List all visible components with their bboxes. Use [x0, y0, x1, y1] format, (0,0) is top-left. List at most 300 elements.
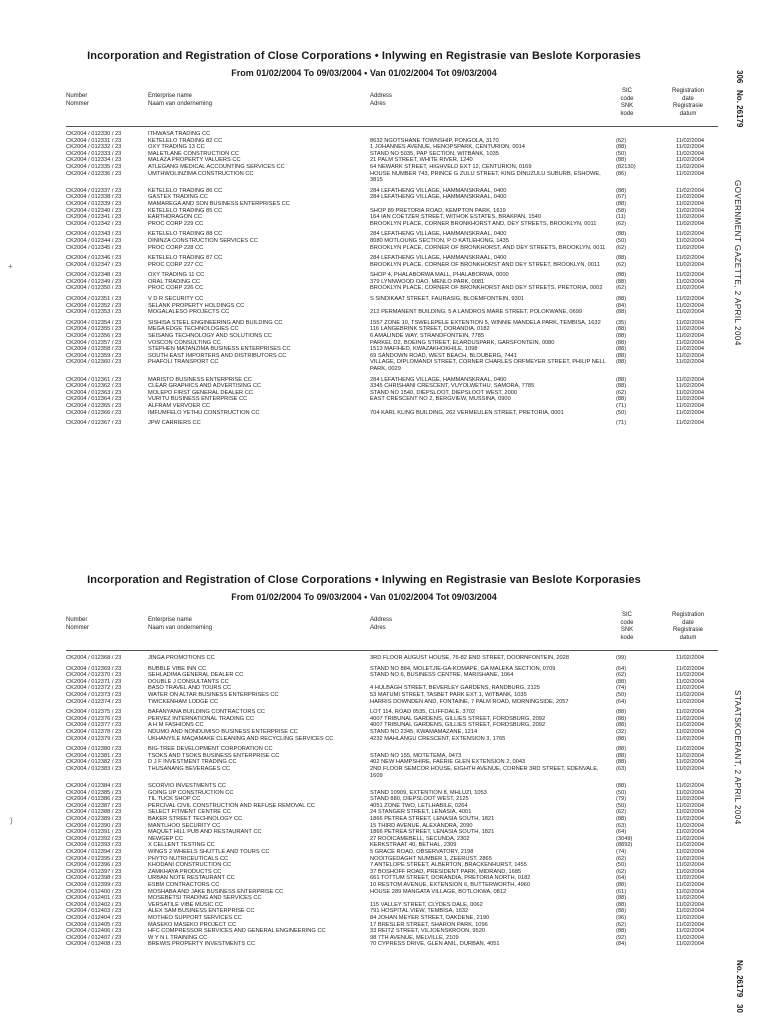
- sic-code: (50): [616, 789, 627, 796]
- table-row: [0, 296, 768, 303]
- sic-code: (88): [616, 901, 627, 908]
- address: 4051 ZONE TWO, LETLHABILE, 0264: [370, 802, 468, 809]
- enterprise-name: MAQUET HILL PUB AND RESTAURANT CC: [148, 829, 262, 836]
- registration-number: CK2004 / 012331 / 23: [66, 137, 122, 144]
- enterprise-name: JINGA PROMOTIONS CC: [148, 655, 215, 661]
- address: SHOP 89 PRETORIA ROAD, KEMPTON PARK, 1619: [370, 207, 506, 214]
- table-row: [0, 164, 768, 171]
- address: 402 NEW HAMPSHIRE, FAERIE GLEN EXTENSION 2, 0043: [370, 759, 526, 766]
- address: EAST CRESCENT NO 2, BERGVIEW, MUSSINA, 0900: [370, 396, 511, 403]
- sic-code: (88): [616, 715, 627, 722]
- sic-code: (82130): [616, 163, 636, 170]
- registration-number: CK2004 / 012349 / 23: [66, 278, 122, 285]
- enterprise-name: MOLEPO FIRST GENERAL DEALER CC: [148, 389, 253, 396]
- column-header-number: Number Nommer: [66, 617, 90, 631]
- registration-date: 11/02/2004: [676, 339, 705, 346]
- address: 284 LEFATHENG VILLAGE, HAMMANSKRAAL, 0400: [370, 255, 507, 262]
- registration-date: 11/02/2004: [676, 376, 705, 383]
- address: 661 TOTTUM STREET, DORANDIA, PRETORIA NORTH, 0182: [370, 875, 531, 882]
- address: 115 VALLEY STREET, CLYDES DALE, 0062: [370, 901, 483, 908]
- enterprise-name: MALAZA PROPERTY VALUERS CC: [148, 157, 241, 164]
- table-row: [0, 377, 768, 384]
- table-row: [0, 279, 768, 286]
- registration-number: CK2004 / 012370 / 23: [66, 672, 122, 679]
- registration-date: 11/02/2004: [676, 187, 705, 194]
- address: 7 ANTELOPE STREET, ALBERTON, BRACKENHURST, 1455: [370, 862, 527, 869]
- registration-date: 11/02/2004: [676, 746, 705, 753]
- table-row: [0, 709, 768, 716]
- enterprise-name: PROC CORP 227 CC: [148, 261, 204, 268]
- enterprise-name: BAFANYANA BUILDING CONTRACTORS CC: [148, 709, 266, 716]
- table-row: [0, 829, 768, 836]
- table-row: [0, 201, 768, 208]
- registration-date: 11/02/2004: [676, 934, 705, 941]
- registration-date: 11/02/2004: [676, 901, 705, 908]
- registration-date: 11/02/2004: [676, 722, 705, 729]
- registration-number: CK2004 / 012362 / 23: [66, 383, 122, 390]
- registration-date: 11/02/2004: [676, 765, 705, 772]
- table-row: [0, 922, 768, 929]
- registration-table: [0, 131, 768, 427]
- enterprise-name: DOUBLE J CONSULTANTS CC: [148, 678, 229, 685]
- table-row: [0, 346, 768, 353]
- enterprise-name: STEPHEN MATANZIMA BUSINESS ENTERPRISES CC: [148, 346, 291, 353]
- sic-code: (88): [616, 895, 627, 902]
- registration-number: CK2004 / 012356 / 23: [66, 333, 122, 340]
- address: HOUSE NUMBER 743, PRINCE G ZULU STREET, KING DINUZULU SUBURB, ESHOWE, 3815: [370, 170, 601, 184]
- enterprise-name: PROC CORP 226 CC: [148, 285, 204, 292]
- table-row: [0, 875, 768, 882]
- address: 70 CYPRESS DRIVE, GLEN ANIL, DURBAN, 4051: [370, 941, 500, 948]
- registration-number: CK2004 / 012365 / 23: [66, 402, 122, 409]
- sic-code: (88): [616, 359, 627, 366]
- registration-number: CK2004 / 012397 / 23: [66, 868, 122, 875]
- registration-date: 11/02/2004: [676, 170, 705, 177]
- address: S SINDIKAAT STREET, FAURASIG, BLOEMFONTEIN, 9301: [370, 296, 525, 303]
- table-row: [0, 359, 768, 372]
- table-row: [0, 849, 768, 856]
- table-row: [0, 796, 768, 803]
- enterprise-name: MANTLHOO SECURITY CC: [148, 822, 221, 829]
- enterprise-name: CLEAR GRAPHICS AND ADVERTISING CC: [148, 383, 262, 390]
- sic-code: (62): [616, 809, 627, 816]
- table-row: [0, 151, 768, 158]
- address: 791 HOSPITAL VIEW, TEMBISA, 1632: [370, 908, 469, 915]
- table-row: [0, 941, 768, 948]
- sic-code: (64): [616, 875, 627, 882]
- sic-code: (50): [616, 150, 627, 157]
- registration-date: 11/02/2004: [676, 220, 705, 227]
- sic-code: (88): [616, 722, 627, 729]
- registration-date: 11/02/2004: [676, 261, 705, 268]
- table-row: [0, 285, 768, 292]
- address: 21 PALM STREET, WHITE RIVER, 1240: [370, 157, 473, 164]
- sic-code: (50): [616, 237, 627, 244]
- registration-number: CK2004 / 012400 / 23: [66, 888, 122, 895]
- table-row: [0, 157, 768, 164]
- enterprise-name: ATLEGANG MEDICAL ACCOUNTING SERVICES CC: [148, 163, 285, 170]
- enterprise-name: DININZA CONSTRUCTION SERVICES CC: [148, 237, 258, 244]
- registration-date: 11/02/2004: [676, 678, 705, 685]
- sic-code: (88): [616, 144, 627, 151]
- enterprise-name: SOUTH EAST IMPORTERS AND DISTRIBUTORS CC: [148, 352, 287, 359]
- registration-date: 11/02/2004: [676, 396, 705, 403]
- enterprise-name: MEGA EDGE TECHNOLOGIES CC: [148, 326, 239, 333]
- registration-number: CK2004 / 012379 / 23: [66, 735, 122, 742]
- registration-number: CK2004 / 012382 / 23: [66, 759, 122, 766]
- registration-date: 11/02/2004: [676, 285, 705, 292]
- address: 1866 PETREA STREET, LENASIA SOUTH, 1821: [370, 829, 495, 836]
- table-row: [0, 383, 768, 390]
- address: 24 STANGER STREET, LENASIA, 4001: [370, 809, 472, 816]
- registration-date: 11/02/2004: [676, 207, 705, 214]
- table-row: [0, 214, 768, 221]
- table-row: [0, 410, 768, 417]
- registration-date: 11/02/2004: [676, 829, 705, 836]
- column-header-registration-date: Registration date Registrasie datum: [671, 88, 704, 117]
- table-row: [0, 842, 768, 849]
- enterprise-name: D J F INVESTMENT TRADING CC: [148, 759, 237, 766]
- sic-code: (99): [616, 655, 627, 661]
- table-row: [0, 194, 768, 201]
- table-row: [0, 816, 768, 823]
- address: SHOP 4, PHALABORWA MALL, PHALABORWA, 0000: [370, 272, 509, 279]
- enterprise-name: UKHANYILE MAQAMAKE CLEANING AND RECYCLING SERVICES CC: [148, 735, 334, 742]
- address: [370, 783, 612, 790]
- enterprise-name: ZAMKHAYA PRODUCTS CC: [148, 868, 222, 875]
- registration-date: 11/02/2004: [676, 402, 705, 409]
- sic-code: (88): [616, 746, 627, 753]
- enterprise-name: PERCIVAL CIVIL CONSTRUCTION AND REFUSE REMOVAL CC: [148, 802, 315, 809]
- side-page-number-top: 306 No. 26179: [735, 70, 744, 128]
- registration-number: CK2004 / 012372 / 23: [66, 685, 122, 692]
- sic-code: (11): [616, 214, 626, 221]
- sic-code: (50): [616, 409, 627, 416]
- sic-code: (88): [616, 187, 627, 194]
- enterprise-name: SISHISA STEEL ENGINEERING AND BUILDING CC: [148, 319, 283, 326]
- table-row: [0, 221, 768, 228]
- address: KERKSTRAAT 40, BETHAL, 2309: [370, 842, 457, 849]
- address: BROOKLYN PLACE, CORNER OF BRONKHORST AND DEY STREET, BROOKLYN, 0011: [370, 261, 600, 268]
- registration-number: CK2004 / 012341 / 23: [66, 214, 122, 221]
- enterprise-name: URBAN NOTE RESTAURANT CC: [148, 875, 235, 882]
- address: 5 GRACE ROAD, OBSERVATORY, 2198: [370, 849, 474, 856]
- sic-code: (96): [616, 914, 627, 921]
- registration-date: 11/02/2004: [676, 296, 705, 303]
- sic-code: (63): [616, 765, 627, 772]
- sic-code: (88): [616, 882, 627, 888]
- sic-code: (88): [616, 816, 627, 823]
- registration-number: CK2004 / 012390 / 23: [66, 822, 122, 829]
- sic-code: (88): [616, 928, 627, 935]
- table-row: [0, 309, 768, 316]
- sic-code: (88): [616, 346, 627, 353]
- enterprise-name: MOSHABA AND JAKE BUSINESS ENTERPRISE CC: [148, 888, 284, 895]
- table-row: [0, 255, 768, 262]
- side-gazette-label-bottom: STAATSKOERANT, 2 APRIL 2004: [733, 690, 742, 825]
- table-row: [0, 679, 768, 686]
- registration-number: CK2004 / 012350 / 23: [66, 285, 122, 292]
- table-row: [0, 231, 768, 238]
- sic-code: (88): [616, 296, 627, 303]
- table-row: [0, 138, 768, 145]
- sic-code: (62): [616, 921, 627, 928]
- enterprise-name: BUBBLE VIBE INN CC: [148, 665, 207, 672]
- sic-code: (84): [616, 941, 627, 948]
- table-row: [0, 303, 768, 310]
- sic-code: (58): [616, 207, 627, 214]
- registration-date: 11/02/2004: [676, 928, 705, 935]
- address: STAND NO 6, BUSINESS CENTRE, MARISHANE, 1064: [370, 672, 514, 679]
- registration-number: CK2004 / 012377 / 23: [66, 722, 122, 729]
- registration-number: CK2004 / 012378 / 23: [66, 728, 122, 735]
- sic-code: (67): [616, 194, 627, 201]
- enterprise-name: VURITU BUSINESS ENTERPRISE CC: [148, 396, 248, 403]
- table-row: [0, 803, 768, 810]
- enterprise-name: PERVEZ INTERNATIONAL TRADING CC: [148, 715, 254, 722]
- table-row: [0, 915, 768, 922]
- address: STAND NO 2345, KWAMAMAZANE, 1214: [370, 728, 478, 735]
- registration-date: 11/02/2004: [676, 895, 705, 902]
- section-title: Incorporation and Registration of Close Corporations • Inlywing en Registrasie van Beslote Korporasies: [87, 574, 641, 586]
- sic-code: (88): [616, 157, 627, 164]
- address: [370, 679, 612, 686]
- registration-number: CK2004 / 012337 / 23: [66, 187, 122, 194]
- registration-date: 11/02/2004: [676, 789, 705, 796]
- enterprise-name: TWICKENHAM LODGE CC: [148, 698, 219, 705]
- enterprise-name: X CELLENT TESTING CC: [148, 842, 215, 849]
- sic-code: (88): [616, 678, 627, 685]
- table-row: [0, 889, 768, 896]
- registration-date: 11/02/2004: [676, 914, 705, 921]
- column-header-registration-date: Registration date Registrasie datum: [671, 612, 704, 641]
- sic-code: (74): [616, 685, 627, 692]
- sic-code: (32): [616, 728, 627, 735]
- enterprise-name: NDUMO AND NONDUMISO BUSINESS ENTERPRISE CC: [148, 728, 298, 735]
- address: 8632 NGOTSHANE TOWNSHIP, PONGOLA, 3170: [370, 137, 499, 144]
- sic-code: (88): [616, 396, 627, 403]
- address: 8080 MOTLOUNG SECTION, P O KATLEHONG, 1435: [370, 237, 509, 244]
- registration-number: CK2004 / 012348 / 23: [66, 272, 122, 279]
- registration-date: 11/02/2004: [676, 383, 705, 390]
- registration-date: 11/02/2004: [676, 816, 705, 823]
- address: 4007 TRIBUNAL GARDENS, GILLIES STREET, FORDSBURG, 2092: [370, 715, 546, 722]
- registration-date: 11/02/2004: [676, 715, 705, 722]
- registration-number: CK2004 / 012373 / 23: [66, 691, 122, 698]
- address: 379 LYNNWOOD OAO, MENLO PARK, 0081: [370, 278, 485, 285]
- table-row: [0, 340, 768, 347]
- registration-number: CK2004 / 012355 / 23: [66, 326, 122, 333]
- address: 1866 PETREA STREET, LENASIA SOUTH, 1821: [370, 816, 495, 823]
- address: NOOITGEDAGHT NUMBER 1, ZEERUST, 2865: [370, 855, 492, 862]
- column-header-address: Address Adres: [370, 617, 393, 631]
- header-divider: [66, 126, 718, 127]
- enterprise-name: WINGS 2 WHEELS SHUTTLE AND TOURS CC: [148, 849, 270, 856]
- enterprise-name: KETELELO TRADING 82 CC: [148, 137, 223, 144]
- enterprise-name: GASTEX TRADING CC: [148, 194, 208, 201]
- enterprise-name: BIG-TREE DEVELOPMENT CORPORATION CC: [148, 746, 273, 753]
- address: PARKEL D2, BOEING STREET, ELARDUSPARK, GARSFONTEIN, 0080: [370, 339, 555, 346]
- registration-number: CK2004 / 012359 / 23: [66, 352, 122, 359]
- sic-code: (62): [616, 244, 627, 251]
- registration-date: 11/02/2004: [676, 941, 705, 948]
- sic-code: (63): [616, 822, 627, 829]
- table-row: [0, 759, 768, 766]
- enterprise-name: BASO TRAVEL AND TOURS CC: [148, 685, 232, 692]
- registration-number: CK2004 / 012367 / 23: [66, 420, 122, 427]
- address: 6 AMALINDE WAY, STRANDFONTEIN, 7785: [370, 333, 484, 340]
- registration-number: CK2004 / 012388 / 23: [66, 809, 122, 816]
- sic-code: (88): [616, 255, 627, 262]
- registration-number: CK2004 / 012353 / 23: [66, 309, 122, 316]
- registration-number: CK2004 / 012345 / 23: [66, 244, 122, 251]
- registration-date: 11/02/2004: [676, 759, 705, 766]
- enterprise-name: MALETLANE CONSTRUCTION CC: [148, 150, 240, 157]
- registration-date: 11/02/2004: [676, 420, 705, 427]
- enterprise-name: PROC CORP 229 CC: [148, 220, 204, 227]
- table-row: [0, 420, 768, 427]
- sic-code: (88): [616, 200, 627, 207]
- enterprise-name: V D R SECURITY CC: [148, 296, 204, 303]
- registration-number: CK2004 / 012334 / 23: [66, 157, 122, 164]
- address: 212 PERMANENT BUILDING, 5 A LANDROS MARE STREET, POLOKWANE, 0699: [370, 309, 583, 316]
- enterprise-name: SELECT FITMENT CENTRE CC: [148, 809, 231, 816]
- sic-code: (88): [616, 908, 627, 915]
- registration-number: CK2004 / 012363 / 23: [66, 389, 122, 396]
- registration-number: CK2004 / 012394 / 23: [66, 849, 122, 856]
- enterprise-name: MAMAREGA AND SON BUSINESS ENTERPRISES CC: [148, 200, 290, 207]
- registration-number: CK2004 / 012399 / 23: [66, 882, 122, 888]
- column-header-sic: SIC code SNK kode: [620, 612, 634, 641]
- table-row: [0, 882, 768, 889]
- registration-number: CK2004 / 012371 / 23: [66, 678, 122, 685]
- table-row: [0, 131, 768, 138]
- sic-code: (88): [616, 272, 627, 279]
- sic-code: (62): [616, 868, 627, 875]
- registration-number: CK2004 / 012338 / 23: [66, 194, 122, 201]
- table-row: [0, 333, 768, 340]
- registration-number: CK2004 / 012368 / 23: [66, 655, 122, 661]
- address: 1 JOHANNES AVENUE, HENOPSPARK, CENTURION, 0014: [370, 144, 525, 151]
- enterprise-name: BAKER STREET TECHNOLOGY CC: [148, 816, 243, 823]
- registration-date: 11/02/2004: [676, 389, 705, 396]
- enterprise-name: MASEKO MASEKO PROJECT CC: [148, 921, 237, 928]
- sic-code: (88): [616, 759, 627, 766]
- enterprise-name: MOTHEO SUPPORT SERVICES CC: [148, 914, 242, 921]
- registration-date: 11/02/2004: [676, 278, 705, 285]
- enterprise-name: ALEX SAM BUSINESS ENTERPRISE CC: [148, 908, 255, 915]
- sic-code: (88): [616, 333, 627, 340]
- table-row: [0, 666, 768, 673]
- registration-number: CK2004 / 012369 / 23: [66, 665, 122, 672]
- column-header-address: Address Adres: [370, 93, 393, 107]
- registration-number: CK2004 / 012357 / 23: [66, 339, 122, 346]
- address: BROOKLYN PLACE, CORNER BRONKHORST AND, DEY STREETS, BROOKLYN, 0011: [370, 220, 597, 227]
- registration-date: 11/02/2004: [676, 359, 705, 366]
- registration-date: 11/02/2004: [676, 709, 705, 716]
- registration-date: 11/02/2004: [676, 842, 705, 849]
- sic-code: (61): [616, 888, 627, 895]
- registration-date: 11/02/2004: [676, 835, 705, 842]
- column-header-sic: SIC code SNK kode: [620, 88, 634, 117]
- address: [370, 746, 612, 753]
- address: 69 SANDOWN ROAD, WEST BEACH, BLOUBERG, 7441: [370, 352, 517, 359]
- enterprise-name: UMTHWOLINZIMA CONSTRUCTION CC: [148, 170, 254, 177]
- registration-date: 11/02/2004: [676, 868, 705, 875]
- registration-number: CK2004 / 012364 / 23: [66, 396, 122, 403]
- registration-date: 11/02/2004: [676, 144, 705, 151]
- registration-number: CK2004 / 012347 / 23: [66, 261, 122, 268]
- table-row: [0, 272, 768, 279]
- table-row: [0, 928, 768, 935]
- registration-date: 11/02/2004: [676, 150, 705, 157]
- registration-number: CK2004 / 012398 / 23: [66, 875, 122, 882]
- registration-number: CK2004 / 012352 / 23: [66, 302, 122, 309]
- address: 4 HULBAGH STREET, BEVERLEY GARDENS, RANDBURG, 2125: [370, 685, 540, 692]
- sic-code: (64): [616, 698, 627, 705]
- address: 4232 MAHLANGU CRESCENT, EXTENSION 3, 1765: [370, 735, 506, 742]
- registration-date: 11/02/2004: [676, 752, 705, 759]
- registration-number: CK2004 / 012396 / 23: [66, 862, 122, 869]
- registration-number: CK2004 / 012393 / 23: [66, 842, 122, 849]
- registration-date: 11/02/2004: [676, 691, 705, 698]
- registration-number: CK2004 / 012358 / 23: [66, 346, 122, 353]
- address: 116 LANGEBRINK STREET, DORANDIA, 0182: [370, 326, 490, 333]
- registration-date: 11/02/2004: [676, 352, 705, 359]
- registration-date: 11/02/2004: [676, 796, 705, 803]
- registration-date: 11/02/2004: [676, 735, 705, 742]
- registration-number: CK2004 / 012395 / 23: [66, 855, 122, 862]
- table-row: [0, 320, 768, 327]
- registration-number: CK2004 / 012330 / 23: [66, 131, 122, 137]
- registration-date: 11/02/2004: [676, 802, 705, 809]
- registration-number: CK2004 / 012385 / 23: [66, 789, 122, 796]
- enterprise-name: PHYTO NUTRICEUTICALS CC: [148, 855, 229, 862]
- enterprise-name: A H M FASHIONS CC: [148, 722, 204, 729]
- address: 10 RESTOM AVENUE, EXTENSION 6, BUTTERWORTH, 4960: [370, 882, 531, 888]
- table-row: [0, 699, 768, 706]
- address: 64 NEWARK STREET, HIGHVELD EXT 12, CENTURION, 0169: [370, 163, 532, 170]
- registration-date: 11/02/2004: [676, 672, 705, 679]
- table-row: [0, 144, 768, 151]
- sic-code: (88): [616, 339, 627, 346]
- enterprise-name: BREWIS PROPERTY INVESTMENTS CC: [148, 941, 255, 948]
- section-title: Incorporation and Registration of Close Corporations • Inlywing en Registrasie van Beslote Korporasies: [87, 50, 641, 62]
- sic-code: (84): [616, 302, 627, 309]
- address: BROOKLYN PLACE, CORNER OF BRONKHORST AND DEY STREETS, PRETORIA, 0002: [370, 285, 603, 292]
- table-row: [0, 326, 768, 333]
- registration-number: CK2004 / 012375 / 23: [66, 709, 122, 716]
- registration-number: CK2004 / 012361 / 23: [66, 376, 122, 383]
- address: 704 KARL KLING BUILDING, 262 VERMEULEN STREET, PRETORIA, 0001: [370, 409, 564, 416]
- registration-date: 11/02/2004: [676, 319, 705, 326]
- address: 84 JOHAN MEYER STREET, OAKDENE, 2190: [370, 914, 490, 921]
- registration-date: 11/02/2004: [676, 698, 705, 705]
- registration-date: 11/02/2004: [676, 244, 705, 251]
- sic-code: (3049): [616, 835, 633, 842]
- sic-code: (88): [616, 278, 627, 285]
- registration-date: 11/02/2004: [676, 163, 705, 170]
- registration-number: CK2004 / 012381 / 23: [66, 752, 122, 759]
- sic-code: (62): [616, 220, 627, 227]
- address: 3RD FLOOR AUGUST HOUSE, 76-82 END STREET, DOORNFONTEIN, 2028: [370, 655, 570, 661]
- enterprise-name: KETELELO TRADING 87 CC: [148, 255, 223, 262]
- address: 33 REITZ STREET, VILJOENSKROON, 9520: [370, 928, 486, 935]
- sic-code: (88): [616, 735, 627, 742]
- registration-date: 11/02/2004: [676, 272, 705, 279]
- registration-date: 11/02/2004: [676, 137, 705, 144]
- sic-code: (88): [616, 752, 627, 759]
